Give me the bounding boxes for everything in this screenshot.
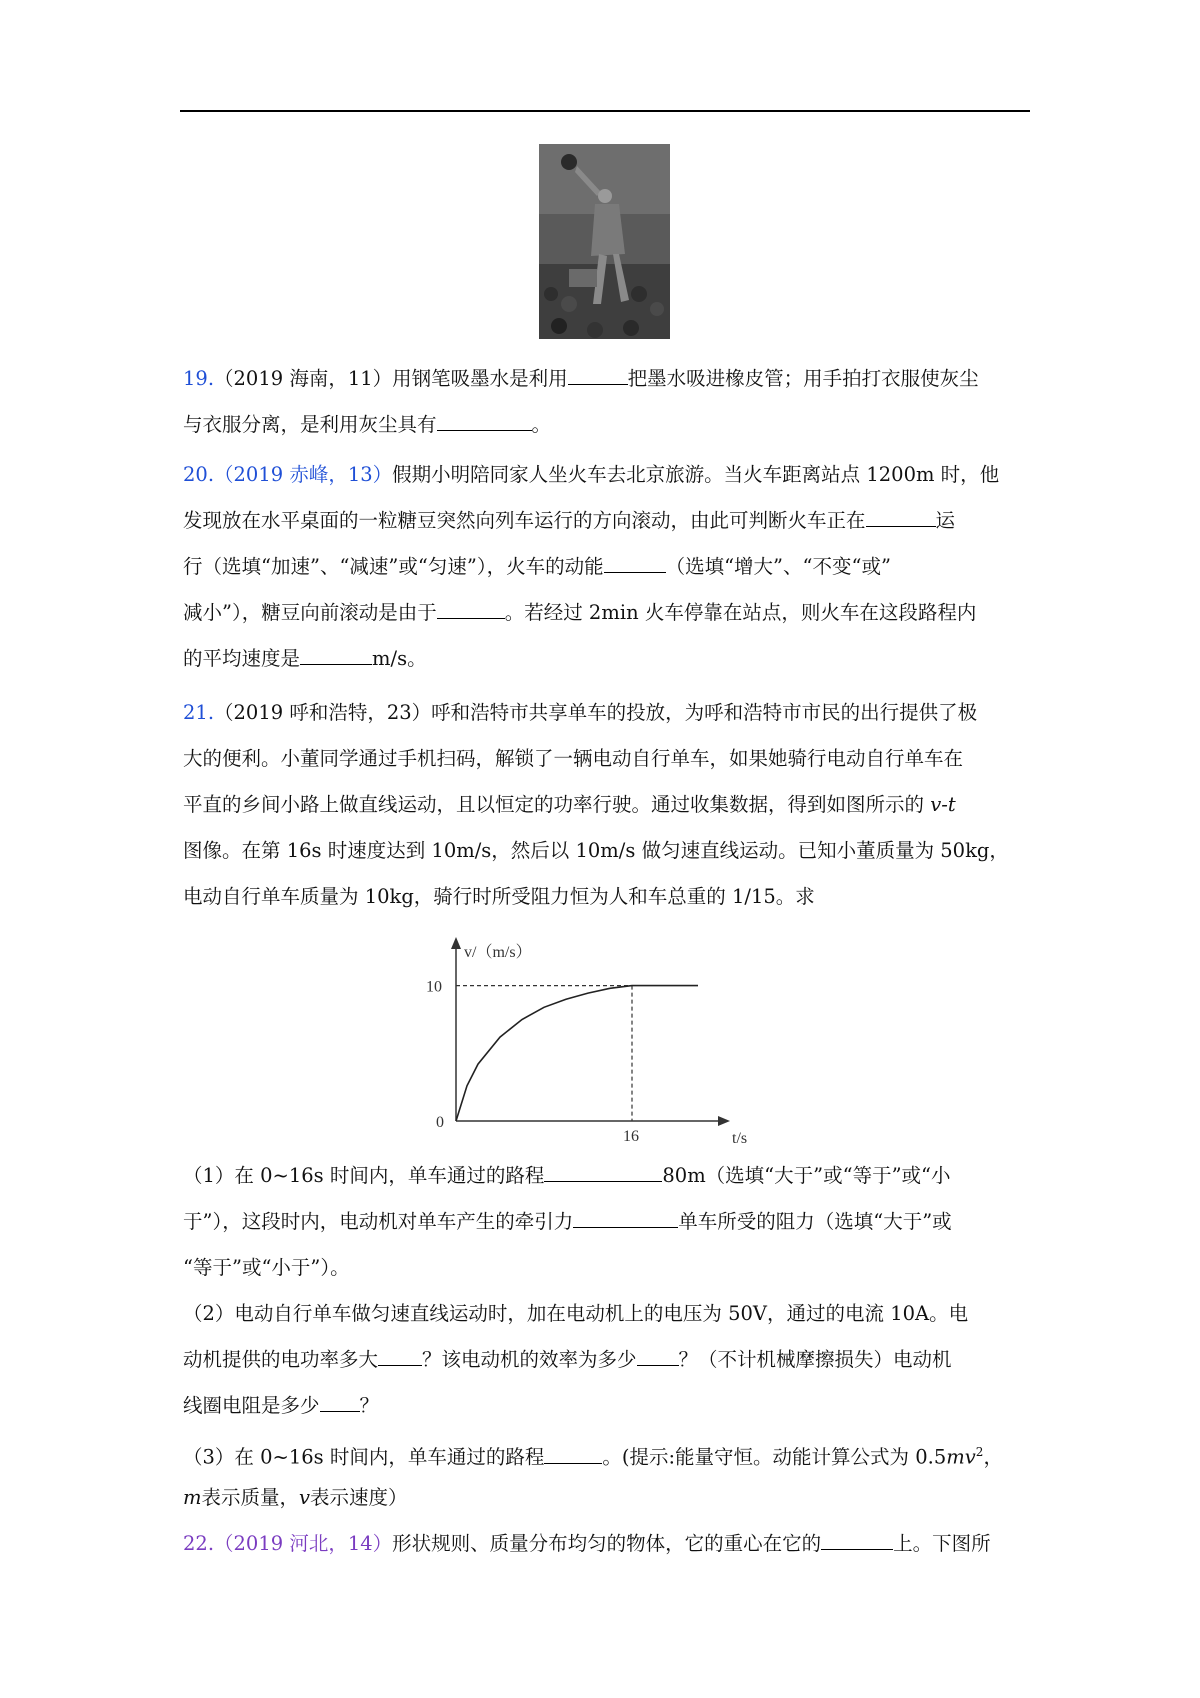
basketball-photo bbox=[539, 144, 670, 339]
question-number: 21. bbox=[183, 701, 215, 724]
question-text: 大的便利。小董同学通过手机扫码，解锁了一辆电动自行单车，如果她骑行电动自行单车在 bbox=[183, 747, 964, 770]
question-text: 单车所受的阻力（选填“大于”或 bbox=[678, 1210, 952, 1233]
answer-blank[interactable] bbox=[378, 1347, 422, 1366]
y-tick-label: 10 bbox=[426, 978, 442, 996]
answer-blank[interactable] bbox=[437, 600, 505, 619]
question-text: 与衣服分离，是利用灰尘具有 bbox=[183, 413, 437, 436]
question-text: ？该电动机的效率为多少 bbox=[422, 1348, 637, 1371]
formula-m: m bbox=[946, 1445, 965, 1469]
x-axis-arrow bbox=[718, 1116, 730, 1126]
question-text: ？（不计机械摩擦损失）电动机 bbox=[678, 1348, 952, 1371]
answer-blank[interactable] bbox=[544, 1163, 662, 1182]
vt-chart bbox=[420, 935, 760, 1145]
question-number: 22. bbox=[183, 1532, 215, 1555]
question-source: （2019 赤峰，13） bbox=[214, 463, 393, 486]
question-text: “等于”或“小于”）。 bbox=[183, 1256, 350, 1279]
symbol-m: m bbox=[183, 1486, 202, 1509]
answer-blank[interactable] bbox=[568, 366, 628, 385]
question-text: 表示质量， bbox=[201, 1486, 300, 1509]
symbol-v: v bbox=[299, 1486, 311, 1509]
question-text: 线圈电阻是多少 bbox=[183, 1394, 320, 1417]
vt-label: v-t bbox=[930, 793, 956, 816]
question-text: 上。下图所 bbox=[893, 1532, 991, 1555]
question-19 bbox=[183, 356, 1028, 448]
formula-v: v bbox=[964, 1445, 976, 1469]
question-22 bbox=[183, 1521, 1028, 1567]
question-number: 19. bbox=[183, 367, 215, 390]
question-source: （2019 河北，14） bbox=[214, 1532, 393, 1555]
answer-blank[interactable] bbox=[437, 412, 532, 431]
question-text: 形状规则、质量分布均匀的物体，它的重心在它的 bbox=[392, 1532, 822, 1555]
question-text: 发现放在水平桌面的一粒糖豆突然向列车运行的方向滚动，由此可判断火车正在 bbox=[183, 509, 866, 532]
question-text: （2019 呼和浩特，23）呼和浩特市共享单车的投放，为呼和浩特市市民的出行提供了极 bbox=[214, 701, 978, 724]
question-text: （1）在 0~16s 时间内，单车通过的路程 bbox=[183, 1164, 545, 1187]
y-axis-arrow bbox=[451, 937, 461, 949]
question-text: 80m（选填“大于”或“等于”或“小 bbox=[662, 1164, 951, 1187]
origin-label: 0 bbox=[436, 1114, 444, 1131]
answer-blank[interactable] bbox=[544, 1445, 602, 1464]
question-text: 行（选填“加速”、“减速”或“匀速”），火车的动能 bbox=[183, 555, 604, 578]
x-tick-label: 16 bbox=[623, 1128, 639, 1145]
question-text: 。 bbox=[531, 413, 552, 436]
question-text: 的平均速度是 bbox=[183, 647, 301, 670]
question-text: m/s。 bbox=[372, 647, 427, 670]
question-21 bbox=[183, 690, 1028, 920]
question-text: 运 bbox=[935, 509, 956, 532]
question-text: 图像。在第 16s 时速度达到 10m/s，然后以 10m/s 做匀速直线运动。已知小董质量为 50kg， bbox=[183, 839, 1009, 862]
question-text: 平直的乡间小路上做直线运动，且以恒定的功率行驶。通过收集数据，得到如图所示的 bbox=[183, 793, 925, 816]
question-text: （3）在 0~16s 时间内，单车通过的路程 bbox=[183, 1445, 545, 1469]
question-text: 假期小明陪同家人坐火车去北京旅游。当火车距离站点 1200m 时，他 bbox=[392, 463, 1000, 486]
question-text: （2019 海南，11）用钢笔吸墨水是利用 bbox=[214, 367, 568, 390]
question-number: 20. bbox=[183, 463, 215, 486]
question-text: 于”），这段时内，电动机对单车产生的牵引力 bbox=[183, 1210, 574, 1233]
x-axis-label: t/s bbox=[732, 1130, 748, 1145]
answer-blank[interactable] bbox=[300, 646, 372, 665]
question-text: （选填“增大”、“不变“或” bbox=[665, 555, 891, 578]
question-21-parts bbox=[183, 1153, 1028, 1521]
y-axis-label: v/（m/s） bbox=[464, 944, 532, 961]
question-text: （2）电动自行单车做匀速直线运动时，加在电动机上的电压为 50V，通过的电流 10A。电 bbox=[183, 1302, 969, 1325]
question-text: 。(提示:能量守恒。动能计算公式为 0.5 bbox=[602, 1445, 947, 1469]
answer-blank[interactable] bbox=[320, 1393, 360, 1412]
answer-blank[interactable] bbox=[866, 508, 936, 527]
question-text: 表示速度） bbox=[310, 1486, 408, 1509]
question-text: ？ bbox=[359, 1394, 380, 1417]
question-text: 动机提供的电功率多大 bbox=[183, 1348, 379, 1371]
question-20 bbox=[183, 452, 1028, 682]
formula-exponent: 2 bbox=[975, 1445, 984, 1459]
question-text: ， bbox=[983, 1445, 1003, 1469]
question-text: 。若经过 2min 火车停靠在站点，则火车在这段路程内 bbox=[504, 601, 977, 624]
answer-blank[interactable] bbox=[604, 554, 666, 573]
question-text: 电动自行单车质量为 10kg，骑行时所受阻力恒为人和车总重的 1/15。求 bbox=[183, 885, 815, 908]
velocity-curve bbox=[456, 986, 698, 1121]
question-text: 把墨水吸进橡皮管；用手拍打衣服使灰尘 bbox=[627, 367, 979, 390]
answer-blank[interactable] bbox=[821, 1531, 893, 1550]
header-rule bbox=[180, 110, 1030, 112]
question-text: 减小”），糖豆向前滚动是由于 bbox=[183, 601, 437, 624]
answer-blank[interactable] bbox=[573, 1209, 678, 1228]
answer-blank[interactable] bbox=[637, 1347, 679, 1366]
